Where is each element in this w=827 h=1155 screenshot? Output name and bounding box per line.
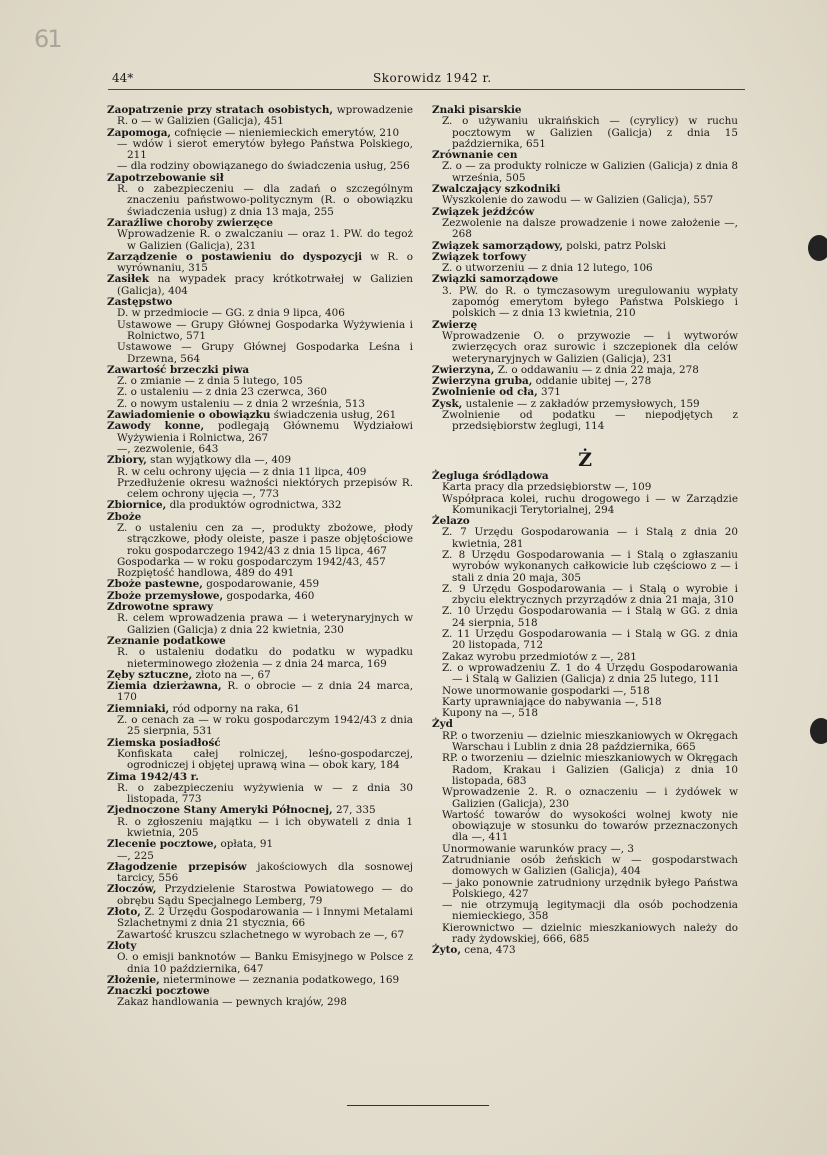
page-title: Skorowidz 1942 r.	[373, 71, 492, 85]
entry-text: Wprowadzenie 2. R. o oznaczeniu — i żydówek w Galizien (Galicja), 230	[442, 786, 738, 810]
index-subentry	[107, 320, 413, 343]
entry-text: Karty uprawniające do nabywania —, 518	[442, 695, 662, 708]
entry-heading: Ziemia dzierżawna,	[107, 680, 222, 693]
entry-heading: Zwierzyna,	[432, 363, 495, 376]
entry-text: gospodarka, 460	[223, 589, 315, 602]
index-subentry	[432, 923, 738, 946]
index-subentry	[432, 708, 738, 719]
index-entry	[107, 252, 413, 275]
entry-text: na wypadek pracy krótkotrwałej w Galizien (Galicja), 404	[117, 273, 413, 297]
entry-heading: Zima 1942/43 r.	[107, 770, 199, 783]
entry-text: Zakaz wyrobu przedmiotów z —, 281	[442, 650, 637, 663]
entry-text: Współpraca kolei, ruchu drogowego i — w Zarządzie Komunikacji Terytorialnej, 294	[442, 492, 738, 516]
entry-heading: Zęby sztuczne,	[107, 668, 193, 681]
entry-heading: Zlecenie pocztowe,	[107, 838, 218, 851]
index-subentry	[432, 550, 738, 584]
entry-text: Z. o — za produkty rolnicze w Galizien (Galicja) z dnia 8 września, 505	[442, 160, 738, 184]
entry-heading: Złożenie,	[107, 973, 160, 986]
entry-text: — dla rodziny obowiązanego do świadczenia usług, 256	[117, 160, 410, 173]
entry-text: opłata, 91	[217, 838, 274, 851]
entry-text: Z. 7 Urzędu Gospodarowania — i Stalą z dnia 20 kwietnia, 281	[442, 526, 738, 550]
index-subentry	[107, 229, 413, 252]
entry-heading: Złoczów,	[107, 883, 157, 896]
entry-text: Zwolnienie od podatku — niepodjętych z przedsiębiorstw żeglugi, 114	[442, 409, 738, 433]
entry-heading: Zdrowotne sprawy	[107, 601, 214, 614]
index-subentry	[107, 478, 413, 501]
entry-text: jakościowych dla sosnowej tarcicy, 556	[117, 860, 413, 885]
index-subentry	[432, 663, 738, 686]
entry-heading: Żyd	[432, 718, 453, 731]
entry-text: — nie otrzymują legitymacji dla osób pochodzenia niemieckiego, 358	[442, 899, 738, 923]
entry-heading: Zwolnienie od cła,	[432, 386, 538, 399]
index-entry	[107, 421, 413, 444]
index-subentry	[432, 900, 738, 923]
index-subentry	[432, 494, 738, 517]
entry-text: Z. 11 Urzędu Gospodarowania — i Stalą w GG. z dnia 20 listopada, 712	[442, 628, 738, 652]
binder-hole	[808, 235, 827, 261]
entry-heading: Zboże	[107, 510, 142, 523]
entry-heading: Związki samorządowe	[432, 273, 559, 286]
entry-heading: Zysk,	[432, 397, 463, 410]
entry-text: Wyszkolenie do zawodu — w Galizien (Galicja), 557	[442, 194, 714, 207]
entry-heading: Ziemska posiadłość	[107, 736, 221, 749]
index-subentry	[432, 753, 738, 787]
binder-hole	[810, 718, 827, 744]
index-subentry	[432, 606, 738, 629]
entry-text: gospodarowanie, 459	[202, 578, 320, 591]
entry-text: Z. o oddawaniu — z dnia 22 maja, 278	[494, 363, 699, 376]
index-subentry	[432, 161, 738, 184]
index-entry	[107, 274, 413, 297]
entry-heading: Zbiornice,	[107, 499, 167, 512]
entry-text: R. o ustaleniu dodatku do podatku w wypadku nieterminowego złożenia — z dnia 24 marca, 169	[117, 646, 413, 670]
entry-text: Zakaz handlowania — pewnych krajów, 298	[117, 996, 347, 1009]
pencil-mark: 61	[34, 25, 61, 53]
entry-text: cena, 473	[460, 944, 516, 957]
entry-text: cofnięcie — nieniemieckich emerytów, 210	[171, 126, 400, 139]
entry-heading: Znaki pisarskie	[432, 104, 522, 116]
entry-text: ród odporny na raka, 61	[169, 702, 300, 715]
entry-heading: Zbiory,	[107, 454, 147, 467]
index-subentry	[432, 218, 738, 241]
index-subentry	[107, 952, 413, 975]
entry-text: podlegają Głównemu Wydziałowi Wyżywienia i Rolnictwa, 267	[117, 420, 413, 444]
entry-heading: Zaraźliwe choroby zwierzęce	[107, 216, 273, 229]
entry-text: Z. 10 Urzędu Gospodarowania — i Stalą w GG. z dnia 24 sierpnia, 518	[442, 605, 738, 629]
index-subentry	[107, 647, 413, 670]
entry-heading: Związek samorządowy,	[432, 239, 563, 252]
entry-heading: Zwalczający szkodniki	[432, 183, 561, 196]
entry-heading: Żyto,	[432, 944, 461, 957]
entry-text: Ustawowe — Grupy Głównej Gospodarka Wyżywienia i Rolnictwo, 571	[117, 318, 413, 342]
entry-text: Wprowadzenie O. o przywozie — i wytworów zwierzęcych oraz surowic i szczepionek dla celów weterynaryjnych w Galizien (Galicja), 231	[442, 329, 738, 365]
index-column-right	[432, 105, 738, 957]
entry-text: Z. o nowym ustaleniu — z dnia 2 września, 513	[117, 397, 365, 410]
entry-text: Z. o ustaleniu cen za —, produkty zbożowe, płody strączkowe, płody oleiste, pasze i pasze objętościowe roku gospodarczego 1942/43 z dnia 15 lipca, 467	[117, 521, 413, 557]
entry-text: Wartość towarów do wysokości wolnej kwoty nie obowiązuje w stosunku do towarów przeznaczonych dla —, 411	[442, 808, 738, 844]
entry-text: Przedłużenie okresu ważności niektórych przepisów R. celem ochrony ujęcia —, 773	[117, 476, 413, 501]
entry-text: R. o zgłoszeniu majątku — i ich obywateli z dnia 1 kwietnia, 205	[117, 815, 413, 839]
index-column-left	[107, 105, 413, 1009]
entry-heading: Zawartość brzeczki piwa	[107, 363, 250, 376]
index-entry	[107, 884, 413, 907]
index-subentry	[432, 787, 738, 810]
entry-text: Z. 9 Urzędu Gospodarowania — i Stalą o wyrobie i zbyciu elektrycznych przyrządów z dnia 21 maja, 310	[442, 582, 738, 607]
end-rule	[347, 1105, 489, 1106]
entry-text: R. o zabezpieczeniu wyżywienia w — z dnia 30 listopada, 773	[117, 781, 413, 806]
entry-heading: Zawiadomienie o obowiązku	[107, 409, 271, 422]
entry-text: — jako ponownie zatrudniony urzędnik byłego Państwa Polskiego, 427	[442, 876, 738, 900]
header-rule	[108, 89, 745, 90]
entry-heading: Żegluga śródlądowa	[432, 469, 549, 482]
index-subentry	[432, 410, 738, 433]
index-entry	[432, 945, 738, 956]
index-entry	[107, 500, 413, 511]
entry-heading: Złoty	[107, 939, 137, 952]
index-subentry	[432, 527, 738, 550]
entry-text: Konfiskata całej rolniczej, leśno-gospodarczej, ogrodniczej i objętej uprawą wina — obok kary, 184	[117, 747, 413, 772]
index-subentry	[432, 286, 738, 320]
entry-heading: Zeznanie podatkowe	[107, 634, 226, 647]
entry-text: RP. o tworzeniu — dzielnic mieszkaniowych w Okręgach Radom, Krakau i Galizien (Galicja) z dnia 10 listopada, 683	[442, 752, 738, 787]
index-subentry	[432, 584, 738, 607]
entry-text: —, 225	[117, 849, 154, 862]
entry-text: stan wyjątkowy dla —, 409	[146, 454, 292, 467]
page-number: 44*	[112, 71, 134, 85]
index-subentry	[107, 997, 413, 1008]
entry-text: Przydzielenie Starostwa Powiatowego — do obrębu Sądu Specjalnego Lemberg, 79	[117, 883, 413, 907]
entry-text: wprowadzenie R. o — w Galizien (Galicja), 451	[117, 104, 413, 128]
entry-text: Unormowanie warunków pracy —, 3	[442, 842, 634, 855]
index-subentry	[107, 783, 413, 806]
entry-heading: Ziemniaki,	[107, 702, 170, 715]
entry-text: Kupony na —, 518	[442, 707, 539, 720]
entry-heading: Złagodzenie przepisów	[107, 860, 247, 873]
index-subentry	[107, 139, 413, 162]
entry-text: R. w celu ochrony ujęcia — z dnia 11 lipca, 409	[117, 465, 367, 478]
entry-heading: Związek torfowy	[432, 250, 527, 263]
entry-heading: Zboże przemysłowe,	[107, 589, 224, 602]
entry-text: świadczenia usług, 261	[270, 409, 397, 422]
index-entry	[107, 105, 413, 128]
index-subentry	[432, 331, 738, 365]
entry-text: polski, patrz Polski	[562, 239, 666, 252]
entry-heading: Zastępstwo	[107, 296, 173, 309]
index-subentry	[432, 810, 738, 844]
entry-text: R. o zabezpieczeniu — dla zadań o szczególnym znaczeniu państwowo-politycznym (R. o obowiązku świadczenia usług) z dnia 13 maja, 255	[117, 183, 413, 218]
entry-text: R. o obrocie — z dnia 24 marca, 170	[117, 680, 413, 704]
entry-text: D. w przedmiocie — GG. z dnia 9 lipca, 406	[117, 307, 345, 320]
entry-heading: Zwierzę	[432, 318, 478, 331]
entry-heading: Żelazo	[432, 515, 470, 528]
index-entry	[107, 907, 413, 930]
entry-text: — wdów i sierot emerytów byłego Państwa Polskiego, 211	[117, 137, 413, 162]
index-subentry	[107, 715, 413, 738]
index-subentry	[107, 817, 413, 840]
entry-heading: Zboże pastewne,	[107, 578, 203, 591]
entry-text: oddanie ubitej —, 278	[532, 375, 652, 388]
entry-text: Zezwolenie na dalsze prowadzenie i nowe założenie —, 268	[442, 216, 738, 241]
entry-heading: Zaopatrzenie przy stratach osobistych,	[107, 104, 334, 116]
index-subentry	[432, 878, 738, 901]
entry-heading: Zjednoczone Stany Ameryki Północnej,	[107, 804, 333, 817]
index-subentry	[107, 930, 413, 941]
index-subentry	[107, 523, 413, 557]
entry-text: R. celem wprowadzenia prawa — i weterynaryjnych w Galizien (Galicja) z dnia 22 kwietnia, 230	[117, 612, 413, 636]
entry-text: ustalenie — z zakładów przemysłowych, 159	[462, 397, 700, 410]
index-entry	[107, 862, 413, 885]
entry-text: Z. o ustaleniu — z dnia 23 czerwca, 360	[117, 386, 327, 399]
index-subentry	[432, 116, 738, 150]
entry-text: Kierownictwo — dzielnic mieszkaniowych należy do rady żydowskiej, 666, 685	[442, 921, 738, 946]
entry-text: w R. o wyrównaniu, 315	[117, 250, 413, 275]
entry-text: Rozpiętość handlowa, 489 do 491	[117, 567, 295, 580]
entry-heading: Związek jeźdźców	[432, 205, 535, 218]
entry-text: Z. 8 Urzędu Gospodarowania — i Stalą o zgłaszaniu wyrobów wykonanych całkowicie lub częściowo z — i stali z dnia 20 maja, 305	[442, 548, 738, 584]
entry-heading: Znaczki pocztowe	[107, 985, 210, 998]
index-subentry	[432, 629, 738, 652]
entry-text: RP. o tworzeniu — dzielnic mieszkaniowych w Okręgach Warschau i Lublin z dnia 28 października, 665	[442, 729, 738, 754]
entry-text: dla produktów ogrodnictwa, 332	[166, 499, 342, 512]
index-entry	[107, 681, 413, 704]
entry-text: Nowe unormowanie gospodarki —, 518	[442, 684, 650, 697]
entry-heading: Złoto,	[107, 906, 141, 919]
entry-heading: Zarządzenie o postawieniu do dyspozycji	[107, 250, 363, 263]
entry-heading: Zapomoga,	[107, 126, 172, 139]
entry-heading: Zasiłek	[107, 273, 149, 286]
entry-heading: Zwierzyna gruba,	[432, 375, 533, 388]
index-subentry	[107, 613, 413, 636]
entry-text: Z. o utworzeniu — z dnia 12 lutego, 106	[442, 262, 653, 275]
entry-text: 371	[537, 386, 561, 399]
entry-heading: Zawody konne,	[107, 420, 205, 433]
entry-text: Zatrudnianie osób żeńskich w — gospodarstwach domowych w Galizien (Galicja), 404	[442, 854, 738, 878]
entry-text: złoto na —, 67	[192, 668, 271, 681]
entry-text: Zawartość kruszcu szlachetnego w wyrobach ze —, 67	[117, 928, 405, 941]
entry-text: Z. o cenach za — w roku gospodarczym 1942/43 z dnia 25 sierpnia, 531	[117, 714, 413, 738]
index-subentry	[432, 731, 738, 754]
entry-text: Z. 2 Urzędu Gospodarowania — i Innymi Metalami Szlachetnymi z dnia 21 stycznia, 66	[117, 906, 413, 930]
entry-text: Z. o używaniu ukraińskich — (cyrylicy) w ruchu pocztowym w Galizien (Galicja) z dnia 15 października, 651	[442, 115, 738, 150]
index-subentry	[107, 749, 413, 772]
entry-text: Z. o wprowadzeniu Z. 1 do 4 Urzędu Gospodarowania — i Stalą w Galizien (Galicja) z dnia 25 lutego, 111	[442, 661, 738, 686]
index-subentry	[432, 855, 738, 878]
index-subentry	[107, 184, 413, 218]
entry-text: O. o emisji banknotów — Banku Emisyjnego w Polsce z dnia 10 października, 647	[117, 951, 413, 975]
entry-text: Ustawowe — Grupy Głównej Gospodarka Leśna i Drzewna, 564	[117, 341, 413, 365]
entry-text: Gospodarka — w roku gospodarczym 1942/43, 457	[117, 555, 386, 568]
entry-text: 3. PW. do R. o tymczasowym uregulowaniu wypłaty zapomóg emerytom byłego Państwa Polskiego i polskich — z dnia 13 kwietnia, 210	[442, 284, 738, 320]
entry-text: 27, 335	[332, 804, 376, 817]
entry-heading: Zrównanie cen	[432, 149, 518, 162]
index-subentry	[107, 342, 413, 365]
entry-heading: Zapotrzebowanie sił	[107, 171, 224, 184]
section-letter: Ż	[578, 448, 592, 471]
entry-text: Z. o zmianie — z dnia 5 lutego, 105	[117, 375, 303, 388]
entry-text: —, zezwolenie, 643	[117, 442, 219, 455]
entry-text: Wprowadzenie R. o zwalczaniu — oraz 1. PW. do tegoż w Galizien (Galicja), 231	[117, 228, 413, 252]
entry-text: Karta pracy dla przedsiębiorstw —, 109	[442, 481, 652, 494]
entry-text: nieterminowe — zeznania podatkowego, 169	[159, 973, 400, 986]
